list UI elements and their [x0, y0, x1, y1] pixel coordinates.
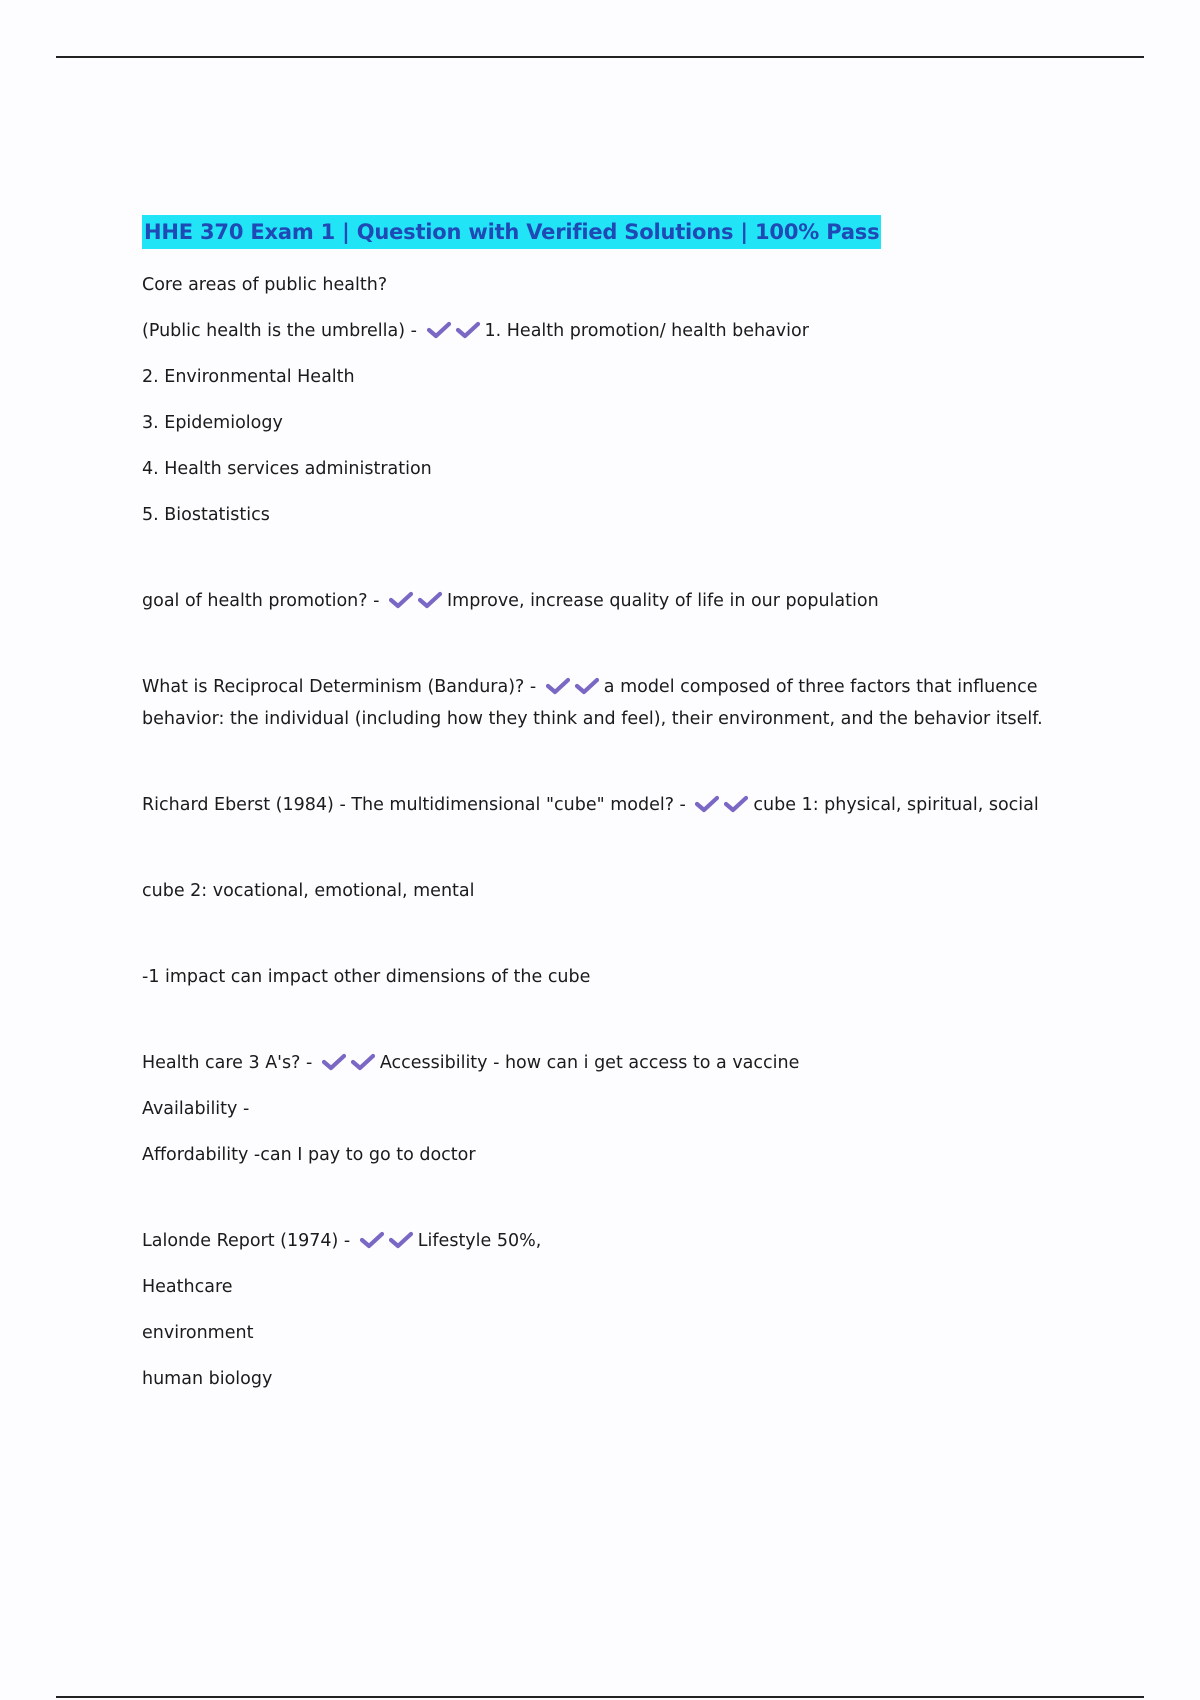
question-lead: (Public health is the umbrella) -: [142, 321, 423, 341]
answer-line: environment: [142, 1323, 254, 1343]
answer-line: Affordability -can I pay to go to doctor: [142, 1145, 476, 1165]
question-core-areas: Core areas of public health?: [142, 275, 388, 295]
document-title: HHE 370 Exam 1 | Question with Verified Solutions | 100% Pass: [142, 215, 881, 249]
answer-text: Lifestyle 50%,: [417, 1231, 542, 1251]
answer-text: 1. Health promotion/ health behavior: [484, 321, 809, 341]
answer-text: cube 1: physical, spiritual, social: [753, 795, 1039, 815]
answer-line: cube 2: vocational, emotional, mental: [142, 881, 475, 901]
qa-reciprocal-determinism: [142, 671, 1072, 703]
answer-line: Availability -: [142, 1099, 250, 1119]
question-text: Health care 3 A's? -: [142, 1053, 318, 1073]
document-body: [142, 215, 1072, 1395]
double-checkmark-icon: [695, 789, 753, 821]
footer-rule: [56, 1696, 1144, 1698]
double-checkmark-icon: [322, 1047, 380, 1079]
qa-health-promotion-goal: [142, 585, 1072, 617]
answer-line: Heathcare: [142, 1277, 233, 1297]
answer-line: -1 impact can impact other dimensions of the cube: [142, 967, 591, 987]
answer-line: human biology: [142, 1369, 273, 1389]
question-text: Lalonde Report (1974) -: [142, 1231, 356, 1251]
question-text: Richard Eberst (1984) - The multidimensional "cube" model? -: [142, 795, 692, 815]
qa-lalonde-report: [142, 1225, 1072, 1257]
answer-core-areas: [142, 315, 1072, 347]
double-checkmark-icon: [389, 585, 447, 617]
answer-line: behavior: the individual (including how they think and feel), their environment, and the behavior itself.: [142, 709, 1043, 729]
double-checkmark-icon: [546, 671, 604, 703]
answer-line: 3. Epidemiology: [142, 413, 283, 433]
question-text: goal of health promotion? -: [142, 591, 385, 611]
answer-text: Accessibility - how can i get access to a vaccine: [379, 1053, 800, 1073]
answer-text: Improve, increase quality of life in our population: [446, 591, 879, 611]
answer-line: 5. Biostatistics: [142, 505, 270, 525]
answer-text: a model composed of three factors that influence: [603, 677, 1038, 697]
header-rule: [56, 56, 1144, 58]
answer-line: 4. Health services administration: [142, 459, 432, 479]
double-checkmark-icon: [360, 1225, 418, 1257]
double-checkmark-icon: [427, 315, 485, 347]
question-text: What is Reciprocal Determinism (Bandura)? -: [142, 677, 542, 697]
qa-eberst-cube: [142, 789, 1072, 821]
answer-line: 2. Environmental Health: [142, 367, 355, 387]
qa-health-care-3as: [142, 1047, 1072, 1079]
